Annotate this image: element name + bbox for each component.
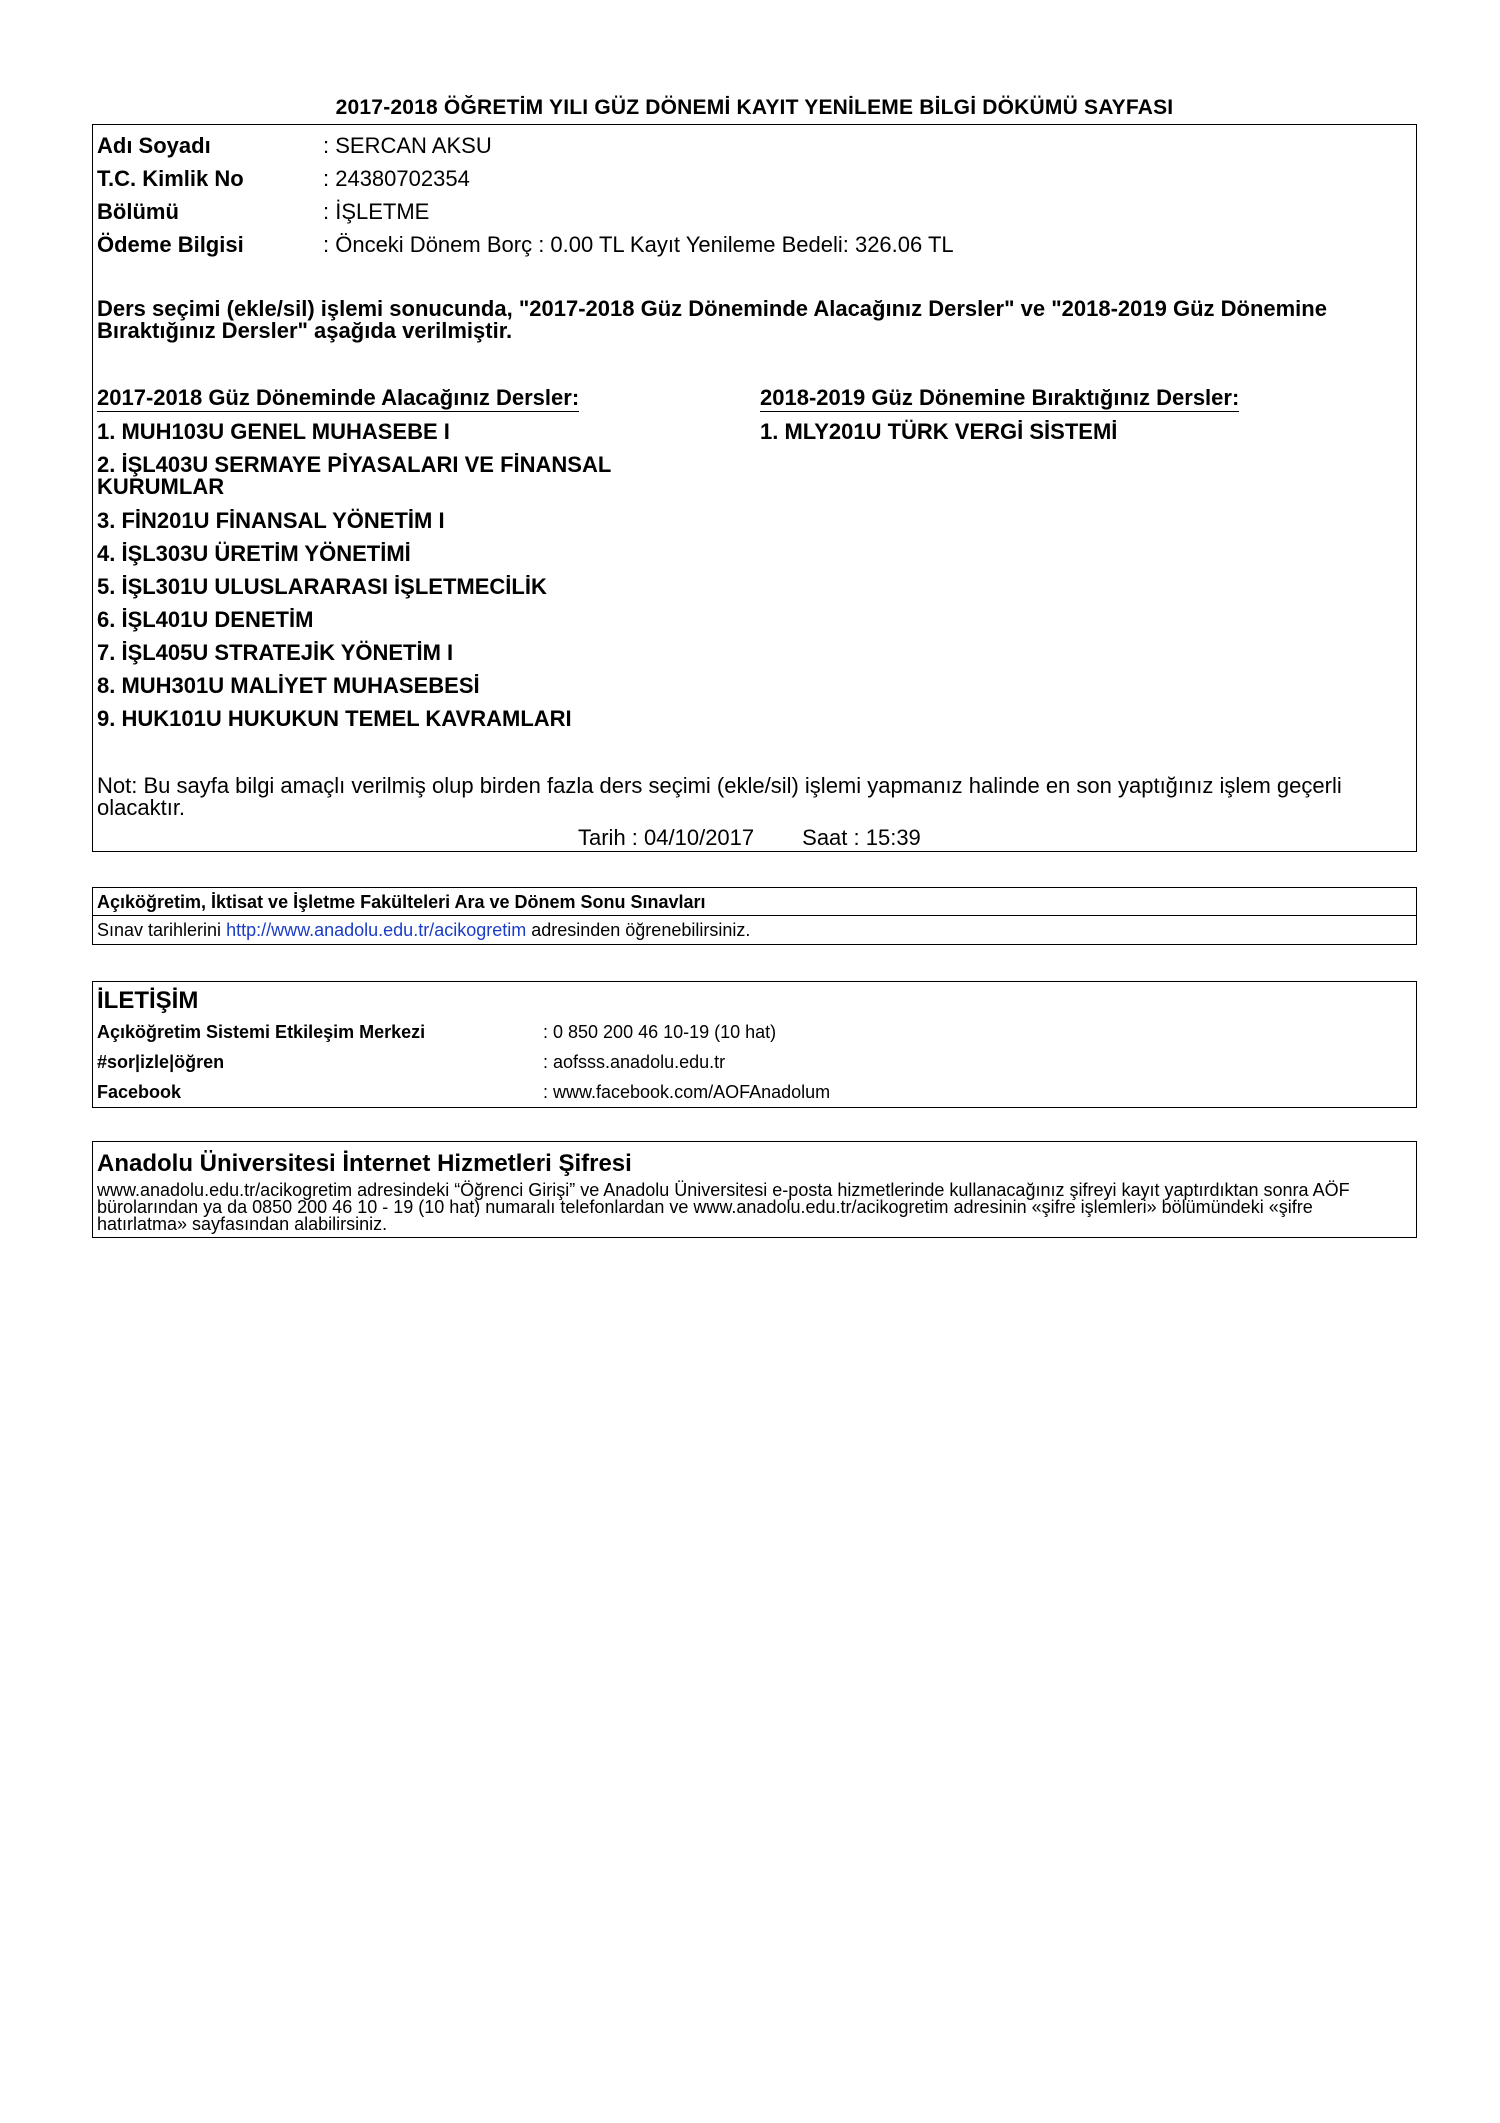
deferred-courses-heading: 2018-2019 Güz Dönemine Bıraktığınız Dersler:	[760, 385, 1240, 410]
contact-label: Facebook	[97, 1081, 182, 1102]
contact-value: : 0 850 200 46 10-19 (10 hat)	[543, 1021, 777, 1042]
course-item: 5. İŞL301U ULUSLARARASI İŞLETMECİLİK	[97, 574, 547, 599]
date-time-line	[578, 825, 921, 851]
field-value: : Önceki Dönem Borç : 0.00 TL Kayıt Yenileme Bedeli: 326.06 TL	[323, 232, 954, 257]
contact-row	[93, 1047, 1416, 1077]
contact-title: İLETİŞİM	[97, 987, 199, 1014]
deferred-course-item: 1. MLY201U TÜRK VERGİ SİSTEMİ	[760, 419, 1118, 444]
password-text: www.anadolu.edu.tr/acikogretim adresindeki “Öğrenci Girişi” ve Anadolu Üniversitesi e-posta hizmetlerinde kullanacağınız şifreyi kayıt yaptırdıktan sonra AÖF bürolarından ya da 0850 200 46 10 - 19 (10 hat) numaralı telefonlardan ve www.anadolu.edu.tr/acikogretim adresinin «şifre işlemleri» bölümündeki «şifre hatırlatma» sayfasından alabilirsiniz.	[97, 1180, 1350, 1234]
note-text: Not: Bu sayfa bilgi amaçlı verilmiş olup birden fazla ders seçimi (ekle/sil) işlemi yapmanız halinde en son yaptığınız işlem geçerli olacaktır.	[97, 773, 1342, 820]
registration-info-box	[92, 124, 1417, 852]
course-item: 4. İŞL303U ÜRETİM YÖNETİMİ	[97, 541, 411, 566]
field-label: Ödeme Bilgisi	[97, 232, 244, 257]
exam-link[interactable]: http://www.anadolu.edu.tr/acikogretim	[226, 920, 527, 940]
date-value: Tarih : 04/10/2017	[578, 825, 755, 850]
field-label: T.C. Kimlik No	[97, 166, 244, 191]
contact-value: : www.facebook.com/AOFAnadolum	[543, 1081, 831, 1102]
contact-row	[93, 1017, 1416, 1047]
contact-label: #sor|izle|öğren	[97, 1051, 225, 1072]
password-title: Anadolu Üniversitesi İnternet Hizmetleri Şifresi	[97, 1150, 632, 1177]
field-row-payment	[97, 232, 954, 262]
field-row-department	[97, 199, 429, 229]
exam-title: Açıköğretim, İktisat ve İşletme Fakülteleri Ara ve Dönem Sonu Sınavları	[93, 888, 1416, 916]
course-item: 2. İŞL403U SERMAYE PİYASALARI VE FİNANSAL KURUMLAR	[97, 452, 611, 499]
course-item: 3. FİN201U FİNANSAL YÖNETİM I	[97, 508, 445, 533]
field-value: : 24380702354	[323, 166, 470, 191]
field-value: : İŞLETME	[323, 199, 430, 224]
course-item: 8. MUH301U MALİYET MUHASEBESİ	[97, 673, 480, 698]
password-box	[92, 1141, 1417, 1238]
taken-courses-heading: 2017-2018 Güz Döneminde Alacağınız Dersler:	[97, 385, 580, 410]
contact-box	[92, 981, 1417, 1108]
field-value: : SERCAN AKSU	[323, 133, 492, 158]
field-label: Bölümü	[97, 199, 179, 224]
exam-info-box	[92, 887, 1417, 945]
exam-text-after: adresinden öğrenebilirsiniz.	[526, 920, 751, 940]
field-label: Adı Soyadı	[97, 133, 211, 158]
course-item: 1. MUH103U GENEL MUHASEBE I	[97, 419, 450, 444]
contact-label: Açıköğretim Sistemi Etkileşim Merkezi	[97, 1021, 426, 1042]
field-row-id	[97, 166, 470, 196]
contact-row	[93, 1077, 1416, 1107]
exam-text	[93, 916, 1416, 944]
contact-value: : aofsss.anadolu.edu.tr	[543, 1051, 726, 1072]
course-item: 9. HUK101U HUKUKUN TEMEL KAVRAMLARI	[97, 706, 572, 731]
exam-text-before: Sınav tarihlerini	[97, 920, 227, 940]
time-value: Saat : 15:39	[802, 825, 921, 850]
intro-text: Ders seçimi (ekle/sil) işlemi sonucunda, "2017-2018 Güz Döneminde Alacağınız Dersler" ve "2018-2019 Güz Dönemine Bıraktığınız Dersler" aşağıda verilmiştir.	[97, 296, 1327, 343]
course-item: 6. İŞL401U DENETİM	[97, 607, 314, 632]
course-item: 7. İŞL405U STRATEJİK YÖNETİM I	[97, 640, 454, 665]
field-row-name	[97, 133, 492, 163]
page-title: 2017-2018 ÖĞRETİM YILI GÜZ DÖNEMİ KAYIT YENİLEME BİLGİ DÖKÜMÜ SAYFASI	[335, 96, 1174, 119]
